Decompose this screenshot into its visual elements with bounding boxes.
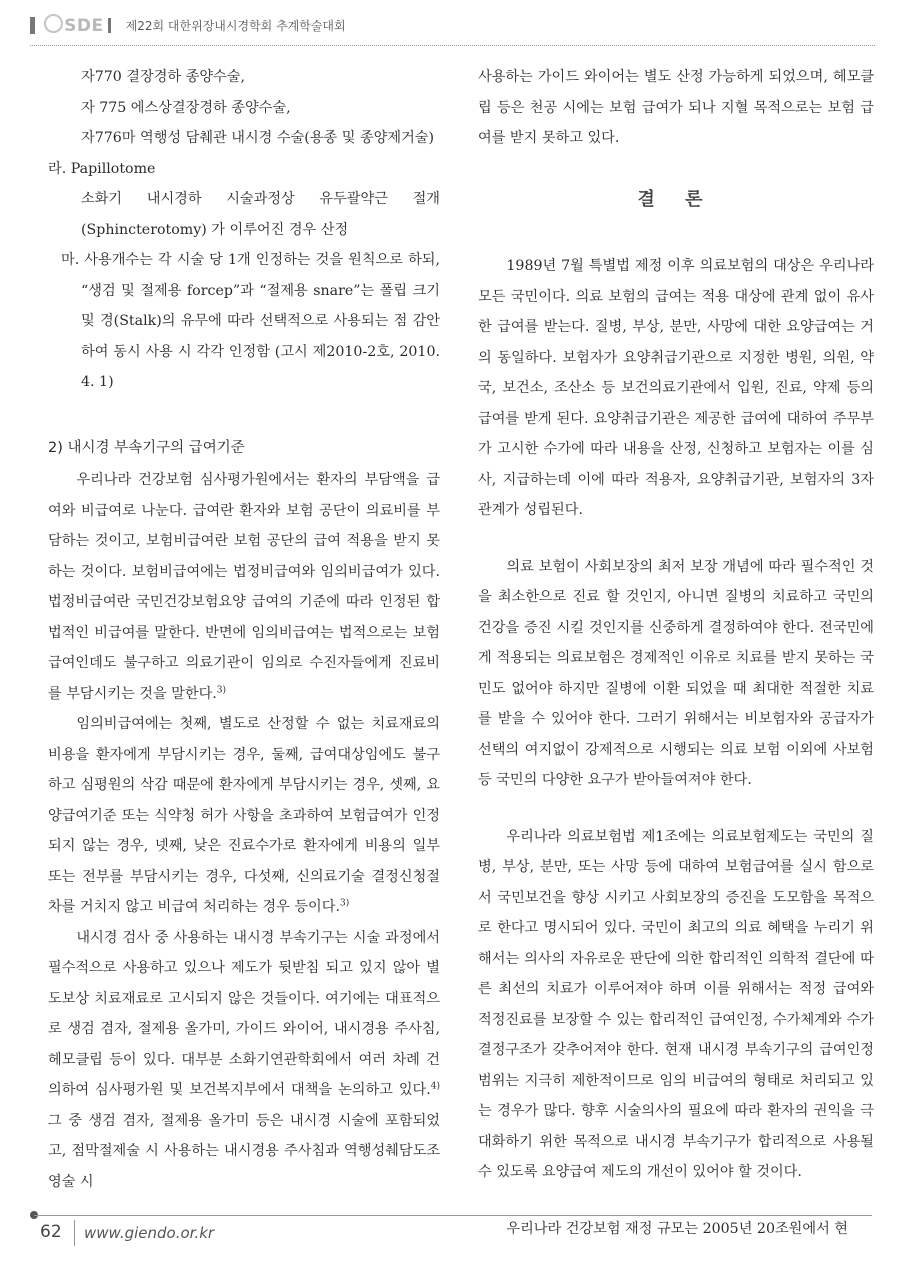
paragraph: 우리나라 건강보험 재정 규모는 2005년 20조원에서 현 [506, 1220, 849, 1237]
reference-mark: 3) [216, 684, 227, 695]
paragraph-text: 그 중 생검 겸자, 절제용 올가미 등은 내시경 시술에 포함되었고, 점막절제술 시 사용하는 내시경용 주사침과 역행성췌담도조영술 시 [48, 1112, 440, 1190]
code-line-775: 자 775 에스상결장경하 종양수술, [81, 99, 291, 116]
paragraph-text: 내시경 검사 중 사용하는 내시경 부속기구는 시술 과정에서 필수적으로 사용하고 있으나 제도가 뒷받침 되고 있지 않아 별도보상 치료재료로 고시되지 않은 것들이다. 여기에는 대표적으로 생검 겸자, 절제용 올가미, 가이드 와이어, 내시경용 주사침, 헤모클립 등이 있다. 대부분 소화기연관학회에서 여러 차례 건의하여 심사평가원 및 보건복지부에서 대책을 논의하고 있다. [48, 929, 440, 1098]
reference-mark: 4) [430, 1081, 440, 1092]
logo-text: SDE [64, 16, 104, 36]
logo-divider [108, 18, 111, 33]
paragraph [48, 923, 440, 1198]
conference-title: 제22회 대한위장내시경학회 추계학술대회 [125, 18, 346, 33]
left-column [48, 62, 440, 1197]
paragraph-gap [478, 796, 874, 822]
paragraph-text: 임의비급여에는 첫째, 별도로 산정할 수 없는 치료재료의 비용을 환자에게 부담시키는 경우, 둘째, 급여대상임에도 불구하고 심평원의 삭감 때문에 환자에게 부담시키는 경우, 셋째, 요양급여기준 또는 식약청 허가 사항을 초과하여 보험급여가 인정되지 않는 경우, 넷째, 낮은 진료수가로 환자에게 비용의 일부 또는 전부를 부담시키는 경우, 다섯째, 신의료기술 결정신청절차를 거치지 않고 비급여 처리하는 경우 등이다. [48, 716, 440, 915]
continued-paragraph: 사용하는 가이드 와이어는 별도 산정 가능하게 되었으며, 헤모클립 등은 천공 시에는 보험 급여가 되나 지혈 목적으로는 보험 급여를 받지 못하고 있다. [478, 69, 874, 146]
item-ra-label: 라. Papillotome [48, 160, 156, 177]
footer-divider [34, 1215, 872, 1216]
paragraph: 1989년 7월 특별법 제정 이후 의료보험의 대상은 우리나라 모든 국민이다. 의료 보험의 급여는 적용 대상에 관계 없이 유사한 급여를 받는다. 질병, 부상, 분만, 사망에 대한 요양급여는 거의 동일하다. 보험자가 요양취급기관으로 지정한 병원, 의원, 약국, 보건소, 조산소 등 보건의료기관에서 입원, 진료, 약제 등의 급여를 받게 된다. 요양취급기관은 제공한 급여에 대하여 주무부가 고시한 수가에 따라 내용을 산정, 신청하고 보험자는 이를 심사, 지급하는데 이에 따라 적용자, 요양취급기관, 보험자의 3자 관계가 성립된다. [478, 258, 874, 518]
paragraph: 우리나라 의료보험법 제1조에는 의료보험제도는 국민의 질병, 부상, 분만, 또는 사망 등에 대하여 보험급여를 실시 함으로서 국민보건을 향상 시키고 사회보장의 증진을 도모함을 목적으로 한다고 명시되어 있다. 국민이 최고의 의료 혜택을 누리기 위해서는 의사의 자유로운 판단에 의한 합리적인 의학적 결단에 따른 최선의 치료가 이루어져야 하며 이를 위해서는 적정 급여와 적정진료를 보장할 수 있는 합리적인 급여인정, 수가체계와 수가 결정구조가 갖추어져야 한다. 현재 내시경 부속기구의 급여인정 범위는 지극히 제한적이므로 임의 비급여의 형태로 처리되고 있는 경우가 많다. 향후 시술의사의 필요에 따라 환자의 권익을 극대화하기 위한 목적으로 내시경 부속기구가 합리적으로 사용될 수 있도록 요양급여 제도의 개선이 있어야 할 것이다. [478, 828, 874, 1180]
paragraph [48, 465, 440, 709]
header-divider [30, 45, 875, 46]
paragraph: 의료 보험이 사회보장의 최저 보장 개념에 따라 필수적인 것을 최소한으로 진료 할 것인지, 아니면 질병의 치료하고 국민의 건강을 증진 시킬 것인지를 신중하게 결정하여야 한다. 전국민에게 적용되는 의료보험은 경제적인 이유로 치료를 받지 못하는 국민도 없어야 하지만 질병에 이환 되었을 때 최대한 적절한 치료를 받을 수 있어야 한다. 그러기 위해서는 비보험자와 공급자가 선택의 여지없이 강제적으로 시행되는 의료 보험 이외에 사보험 등 국민의 다양한 요구가 받아들여져야 한다. [478, 558, 874, 788]
paragraph-text: 우리나라 건강보험 심사평가원에서는 환자의 부담액을 급여와 비급여로 나눈다. 급여란 환자와 보험 공단이 의료비를 부담하는 것이고, 보험비급여란 보험 공단의 급여 적용을 받지 못하는 것이다. 보험비급여에는 법정비급여와 임의비급여가 있다. 법정비급여란 국민건강보험요양 급여의 기준에 따라 인정된 합법적인 비급여를 말한다. 반면에 임의비급여는 법적으로는 보험급여인데도 불구하고 의료기관이 임의로 수진자들에게 진료비를 부담시키는 것을 말한다. [48, 472, 440, 702]
subsection-heading: 2) 내시경 부속기구의 급여기준 [48, 439, 245, 456]
sde-logo [44, 14, 110, 36]
page-number: 62 [40, 1222, 62, 1242]
paragraph-gap [478, 1188, 874, 1214]
reference-mark: 3) [339, 898, 350, 909]
right-column [478, 62, 874, 1244]
header-bar [30, 17, 35, 34]
footer-separator [74, 1220, 75, 1246]
logo-circle-icon [44, 14, 63, 33]
item-ra-body: 소화기 내시경하 시술과정상 유두괄약근 절개(Sphincterotomy) 가 이루어진 경우 산정 [81, 191, 440, 238]
item-ma: 마. 사용개수는 각 시술 당 1개 인정하는 것을 원칙으로 하되, “생검 및 절제용 forcep”과 “절제용 snare”는 폴립 크기 및 경(Stalk)의 유무에 따라 선택적으로 사용되는 점 감안하여 동시 사용 시 각각 인정함 (고시 제2010-2호, 2010. 4. 1) [61, 252, 440, 390]
code-line-776: 자776마 역행성 담췌관 내시경 수술(용종 및 종양제거술) [81, 130, 435, 146]
paragraph [48, 709, 440, 923]
journal-url: www.giendo.or.kr [84, 1224, 215, 1242]
section-title: 결 론 [637, 188, 715, 210]
paragraph-gap [478, 526, 874, 552]
code-line-770: 자770 결장경하 종양수술, [81, 69, 245, 85]
running-header [30, 14, 870, 40]
